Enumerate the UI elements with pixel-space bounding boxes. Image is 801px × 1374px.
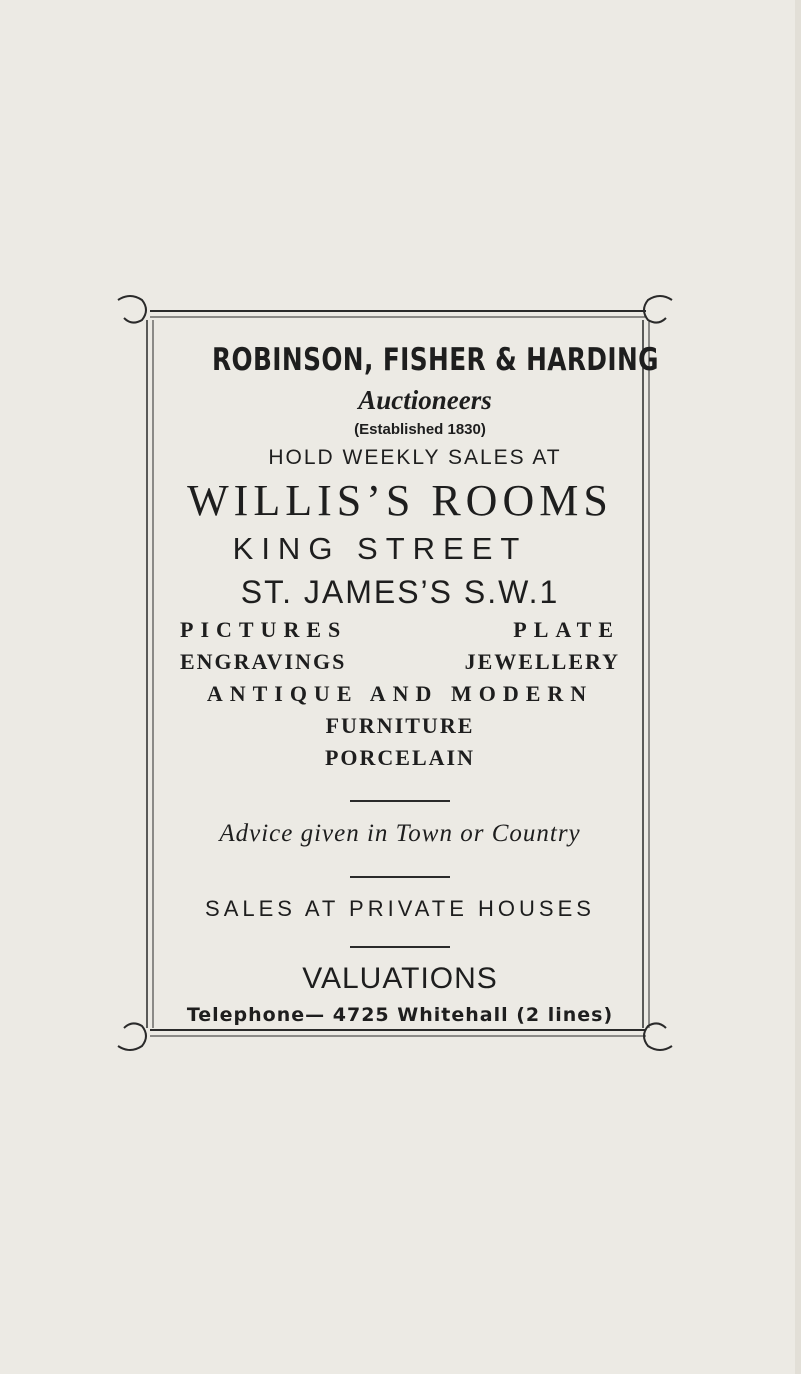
goods-porcelain: PORCELAIN: [324, 745, 475, 770]
goods-row-1: [180, 614, 620, 646]
valuations-line: VALUATIONS: [302, 962, 498, 995]
venue-name: WILLIS’S ROOMS: [187, 476, 613, 525]
goods-jewellery: JEWELLERY: [464, 649, 620, 674]
weekly-sales-line: HOLD WEEKLY SALES AT: [268, 446, 562, 469]
established-date: (Established 1830): [354, 421, 486, 438]
goods-row-2: [180, 646, 620, 678]
telephone-line: Telephone— 4725 Whitehall (2 lines): [186, 1004, 614, 1026]
auctioneers-heading: Auctioneers: [358, 385, 492, 415]
street-name: KING STREET: [232, 531, 528, 566]
goods-furniture: FURNITURE: [325, 713, 475, 738]
goods-plate: PLATE: [513, 617, 620, 642]
goods-antique-modern: ANTIQUE AND MODERN: [206, 681, 594, 706]
district-address: ST. JAMES’S S.W.1: [240, 574, 560, 610]
advice-line: Advice given in Town or Country: [219, 820, 581, 847]
firm-name: ROBINSON, FISHER & HARDING: [212, 342, 659, 378]
goods-pictures: PICTURES: [180, 617, 348, 642]
goods-engravings: ENGRAVINGS: [180, 649, 347, 674]
private-sales-line: SALES AT PRIVATE HOUSES: [205, 896, 595, 921]
advertisement: [165, 340, 659, 1030]
